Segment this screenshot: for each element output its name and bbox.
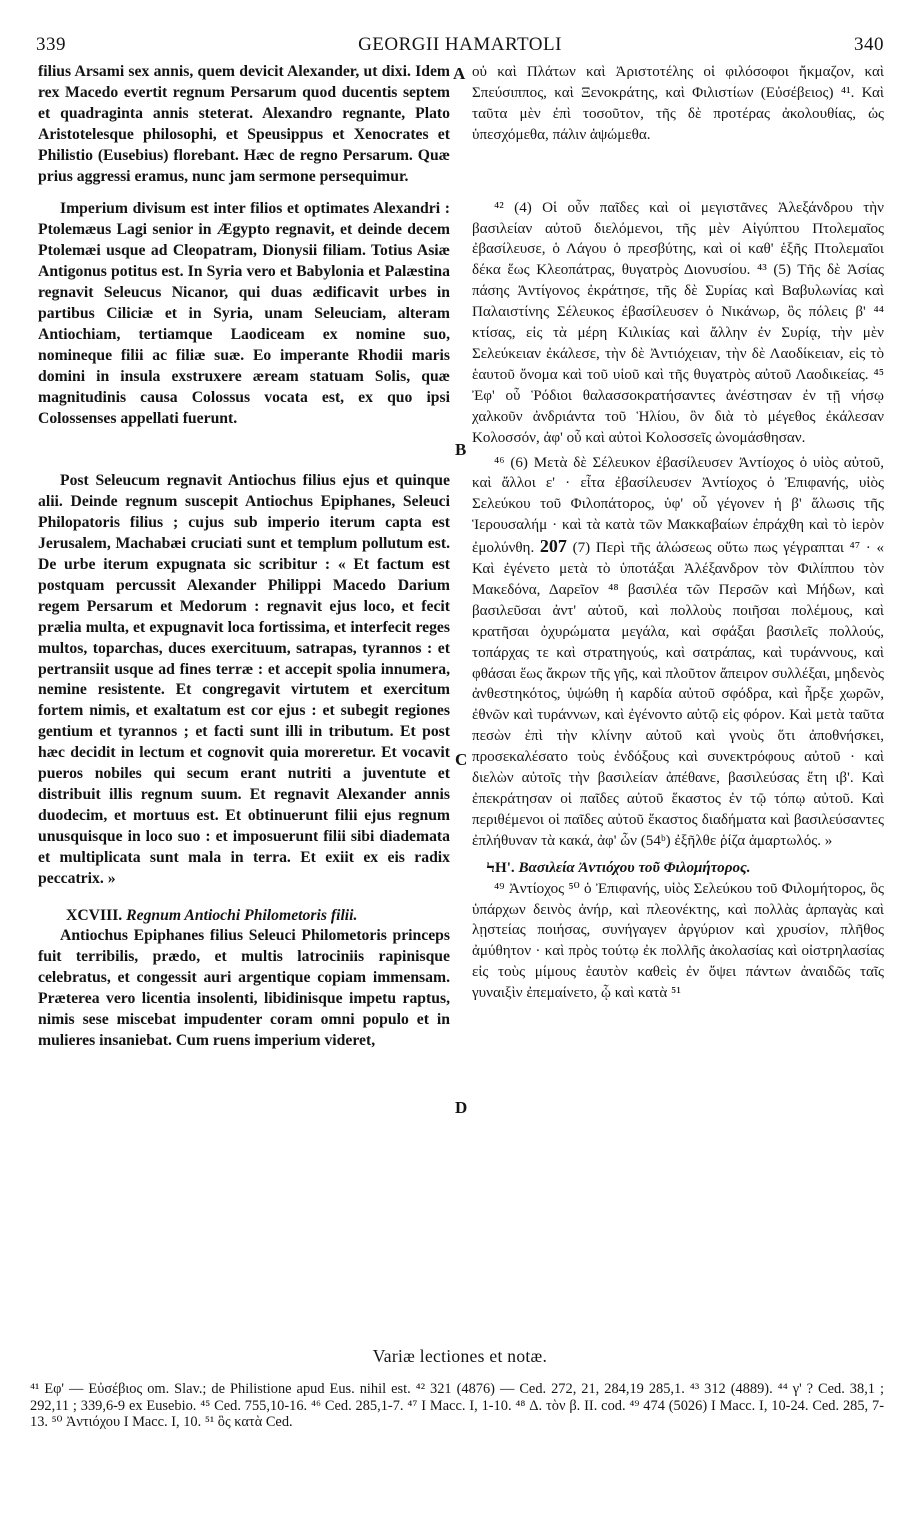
greek-paragraph-3-rest: (7) Περὶ τῆς ἁλώσεως οὕτω πως γέγραπται ⁴⁷ · « Καὶ ἐγένετο μετὰ τὸ ὑποτάξαι Ἀλέξανδρον τὸν Φιλίππου τὸν Μακεδόνα, Δαρεῖον ⁴⁸ βασιλέα τῶν Περσῶν καὶ Μήδων, καὶ βασιλεῦσαι ἀντ' αὐτοῦ, καὶ πολλοὺς ποιῆσαι πολέμους, καὶ κρατῆσαι ὀχυρώματα μεγάλα, καὶ σφάξαι βασιλεῖς πολλούς, τοπάρχας τε καὶ στρατηγούς, καὶ σατράπας, καὶ τυράννους, καὶ φθάσαι ἕως ἄκρων τῆς γῆς, καὶ πλοῦτον ἄπειρον συλλέξαι, μηδενὸς ἀνθεστηκότος, ὑψώθη ἡ καρδία αὐτοῦ σφόδρα, καὶ ἦρξε χωρῶν, ἐθνῶν καὶ τυράννων, καὶ ἐγένοντο αὐτῷ εἰς φόρον. Καὶ μετὰ ταῦτα πεσὼν ἐπὶ τὴν κλίνην αὐτοῦ καὶ γνοὺς ὅτι ἀποθνήσκει, προσεκαλέσατο τοὺς ἐνδόξους καὶ συνεκτρόφους αὐτοῦ · καὶ διελὼν αὐτοῖς τὴν βασιλείαν ἀπέθανε, βασιλεύσας ἔτη ιβ'. Καὶ ἐπεκράτησαν οἱ παῖδες αὐτοῦ ἕκαστος ἐν τῷ τόπῳ αὐτοῦ. Καὶ περιθέμενοι οἱ παῖδες αὐτοῦ ἕκαστος διαδήματα καὶ βασιλεύσαντες ἐπλήθυναν τὰ κακά, ἀφ' ὧν (54ᵇ) ἐξῆλθε ῥίζα ἁμαρτωλός. »	[472, 540, 884, 849]
greek-paragraph-4: ⁴⁹ Ἀντίοχος ⁵⁰ ὁ Ἐπιφανής, υἱὸς Σελεύκου τοῦ Φιλομήτορος, ὃς ὑπάρχων δεινὸς ἀνήρ, καὶ πλεονέκτης, καὶ πολλὰς ἁρπαγὰς καὶ λῃστείας ποιήσας, συνήγαγεν ἀργύριον καὶ χρυσίον, πλῆθος ἀμύθητον · καὶ πρὸς τούτῳ ἐκ πολλῆς ἀκολασίας καὶ οἰστρηλασίας εἰς τοὺς μίμους ἑαυτὸν καθεὶς ἐν ὄψει πάντων ἀναιδῶς ταῖς γυναιξὶν ἐπεμαίνετο, ᾧ καὶ κατὰ ⁵¹	[472, 880, 884, 1002]
column-number-marker: 207	[539, 536, 567, 557]
latin-paragraph-3: Post Seleucum regnavit Antiochus filius ejus et quinque alii. Deinde regnum suscepit Antiochus Epiphanes, Seleuci Philopatoris filius ; cujus sub imperio iterum capta est Jerusalem, Machabæi cruciati sunt et templum pollutum est. De urbe iterum expugnata sic scribitur : « Et factum est postquam percussit Alexander Philippi Macedo Darium regem Persarum et Medorum : regnavit ejus loco, et fecit prælia multa, et expugnavit loca fortissima, et interfecit reges multos, toparchas, duces exercituum, satrapas, tyrannos : et pertransiit usque ad fines terræ : et accepit spolia innumera, nemine resistente. Et congregavit virtutem et exercitum fortem nimis, et exaltatum est cor ejus : et subegit regiones gentium et tyrannos ; et facti sunt illi in tributum. Et post hæc decidit in lectum et cognovit quia moreretur. Et vocavit pueros nobiles qui secum erant nutriti a juventute et distribuit illis regnum suum. Et regnavit Alexander annis duodecim, et mortuus est. Et obtinuerunt filii ejus regnum unusquisque in loco suo : et imposuerunt filii sibi diademata et multiplicata sunt mala in terra. Et exiit ex eis radix peccatrix. »	[38, 472, 450, 887]
greek-section-number: ϞΗ'.	[486, 859, 515, 876]
footnotes: ⁴¹ Εφ' — Εὐσέβιος om. Slav.; de Philistione apud Eus. nihil est. ⁴² 321 (4876) — Ced. 272, 21, 284,19 285,1. ⁴³ 312 (4889). ⁴⁴ γ' ? Ced. 38,1 ; 292,11 ; 339,6-9 ex Eusebio. ⁴⁵ Ced. 755,10-16. ⁴⁶ Ced. 285,1-7. ⁴⁷ I Macc. I, 1-10. ⁴⁸ Δ. τὸν β. II. cod. ⁴⁹ 474 (5026) I Macc. I, 10-24. Ced. 285, 7-13. ⁵⁰ Ἀντιόχου I Macc. I, 10. ⁵¹ ὃς κατὰ Ced.	[30, 1381, 884, 1431]
greek-column	[472, 62, 884, 1004]
margin-letter-d: D	[455, 1098, 468, 1117]
latin-paragraph-2: Imperium divisum est inter filios et optimates Alexandri : Ptolemæus Lagi senior in Ægypto regnavit, et deinde decem Ptolemæi usque ad Cleopatram, Dionysii filiam. Totius Asiæ Antigonus potitus est. In Syria vero et Babylonia et Palæstina regnavit Seleucus Nicanor, qui duas ædificavit urbes in partibus Ciliciæ et in Syria, unam Seleuciam, alteram Antiochiam, tertiamque Laodiceam ex nomine suo, nomineque filii ac filiæ suæ. Eo imperante Rhodii maris domini in insula exstruxere æream statuam Solis, quæ magnitudinis causa Colossus vocata est, ex quo ipsi Colossenses appellati fuerunt.	[38, 200, 450, 427]
notes-title: Variæ lectiones et notæ.	[372, 1346, 548, 1366]
page-number-left: 339	[36, 34, 66, 55]
page-number-right: 340	[854, 34, 884, 55]
greek-paragraph-1: οὐ καὶ Πλάτων καὶ Ἀριστοτέλης οἱ φιλόσοφοι ἤκμαζον, καὶ Σπεύσιππος, καὶ Ξενοκράτης, καὶ Φιλιστίων (Εὐσέβειος) ⁴¹. Καὶ ταῦτα μὲν ἐπὶ τοσοῦτον, τῆς δὲ προτέρας ἀκολουθίας, ὡς ὑπεσχόμεθα, πάλιν ἁψώμεθα.	[472, 64, 884, 143]
greek-paragraph-3	[472, 453, 884, 852]
latin-section-title: Regnum Antiochi Philometoris filii.	[126, 906, 358, 924]
latin-section-heading	[38, 906, 450, 927]
greek-paragraph-3-lead: ⁴⁶ (6) Μετὰ δὲ Σέλευκον ἐβασίλευσεν Ἀντίοχος ὁ υἱὸς αὐτοῦ, καὶ ἄλλοι ε' · εἶτα ἐβασίλευσεν Ἀντίοχος ὁ Ἐπιφανής, υἱὸς Σελεύκου τοῦ Φιλοπάτορος, ὑφ' οὗ γέγονεν ἡ β' ἅλωσις τῆς Ἱερουσαλήμ · καὶ τὰ κατὰ τῶν Μακκαβαίων ἐπράχθη καὶ τὸ ἱερὸν ἐμολύνθη.	[472, 454, 884, 557]
latin-section-number: XCVIII.	[66, 906, 123, 924]
page-header	[36, 34, 884, 60]
greek-paragraph-2: ⁴² (4) Οἱ οὖν παῖδες καὶ οἱ μεγιστᾶνες Ἀλεξάνδρου τὴν βασιλείαν αὐτοῦ διελόμενοι, τῆς μὲν Αἰγύπτου Πτολεμαῖος ἐβασίλευσε, ὁ Λάγου ὁ πρεσβύτης, καὶ οἱ καθ' ἑξῆς Πτολεμαῖοι δέκα ἕως Κλεοπάτρας, θυγατρὸς Διονυσίου. ⁴³ (5) Τῆς δὲ Ἀσίας πάσης Ἀντίγονος ἐκράτησε, τῆς δὲ Συρίας καὶ Βαβυλωνίας καὶ Παλαιστίνης Σέλευκος ἐβασίλευσεν ὁ Νικάνωρ, ὃς πόλεις β' ⁴⁴ κτίσας, εἰς τὰ μέρη Κιλικίας καὶ ἄλλην ἐν Συρίᾳ, τὴν μὲν Σελεύκειαν ἐκάλεσε, τὴν δὲ Ἀντιόχειαν, τὴν δὲ Λαοδίκειαν, εἰς τὸ ἑαυτοῦ ὄνομα καὶ τοῦ υἱοῦ καὶ τῆς θυγατρὸς αὐτοῦ Λαοδικείας. ⁴⁵ Ἐφ' οὗ Ῥόδιοι θαλασσοκρατήσαντες ἀνέστησαν ἐν τῇ νήσῳ χαλκοῦν ἀνδριάντα τοῦ Ἡλίου, ὃν διὰ τὸ μέγεθος ἐκάλεσαν Κολοσσόν, ἀφ' οὗ καὶ αὐτοὶ Κολοσσεῖς ὠνομάσθησαν.	[472, 199, 884, 446]
margin-letter-c: C	[455, 750, 468, 769]
latin-column	[38, 62, 450, 1052]
margin-letter-b: B	[455, 440, 467, 459]
running-title: GEORGII HAMARTOLI	[358, 34, 562, 55]
margin-letter-a: A	[453, 64, 466, 83]
latin-paragraph-1: filius Arsami sex annis, quem devicit Alexander, ut dixi. Idem rex Macedo evertit regnum Persarum quod ducentis septem et quadraginta annis steterat. Alexandro regnante, Plato Aristotelesque philosophi, et Speusippus et Xenocrates et Philistio (Eusebius) florebant. Hæc de regno Persarum. Quæ prius aggressi eramus, nunc jam sermone persequimur.	[38, 63, 450, 185]
latin-paragraph-4: Antiochus Epiphanes filius Seleuci Philometoris princeps fuit terribilis, prædo, et multis latrociniis rapinisque celebratus, et congessit auri argentique copiam immensam. Præterea vero licentia insolenti, libidinisque impetu raptus, nimis sese miscebat impudenter coram omni populo et in mulieres insaniebat. Cum ruens imperium videret,	[38, 927, 450, 1049]
greek-section-heading	[472, 858, 884, 879]
greek-section-title: Βασιλεία Ἀντιόχου τοῦ Φιλομήτορος.	[518, 859, 751, 876]
